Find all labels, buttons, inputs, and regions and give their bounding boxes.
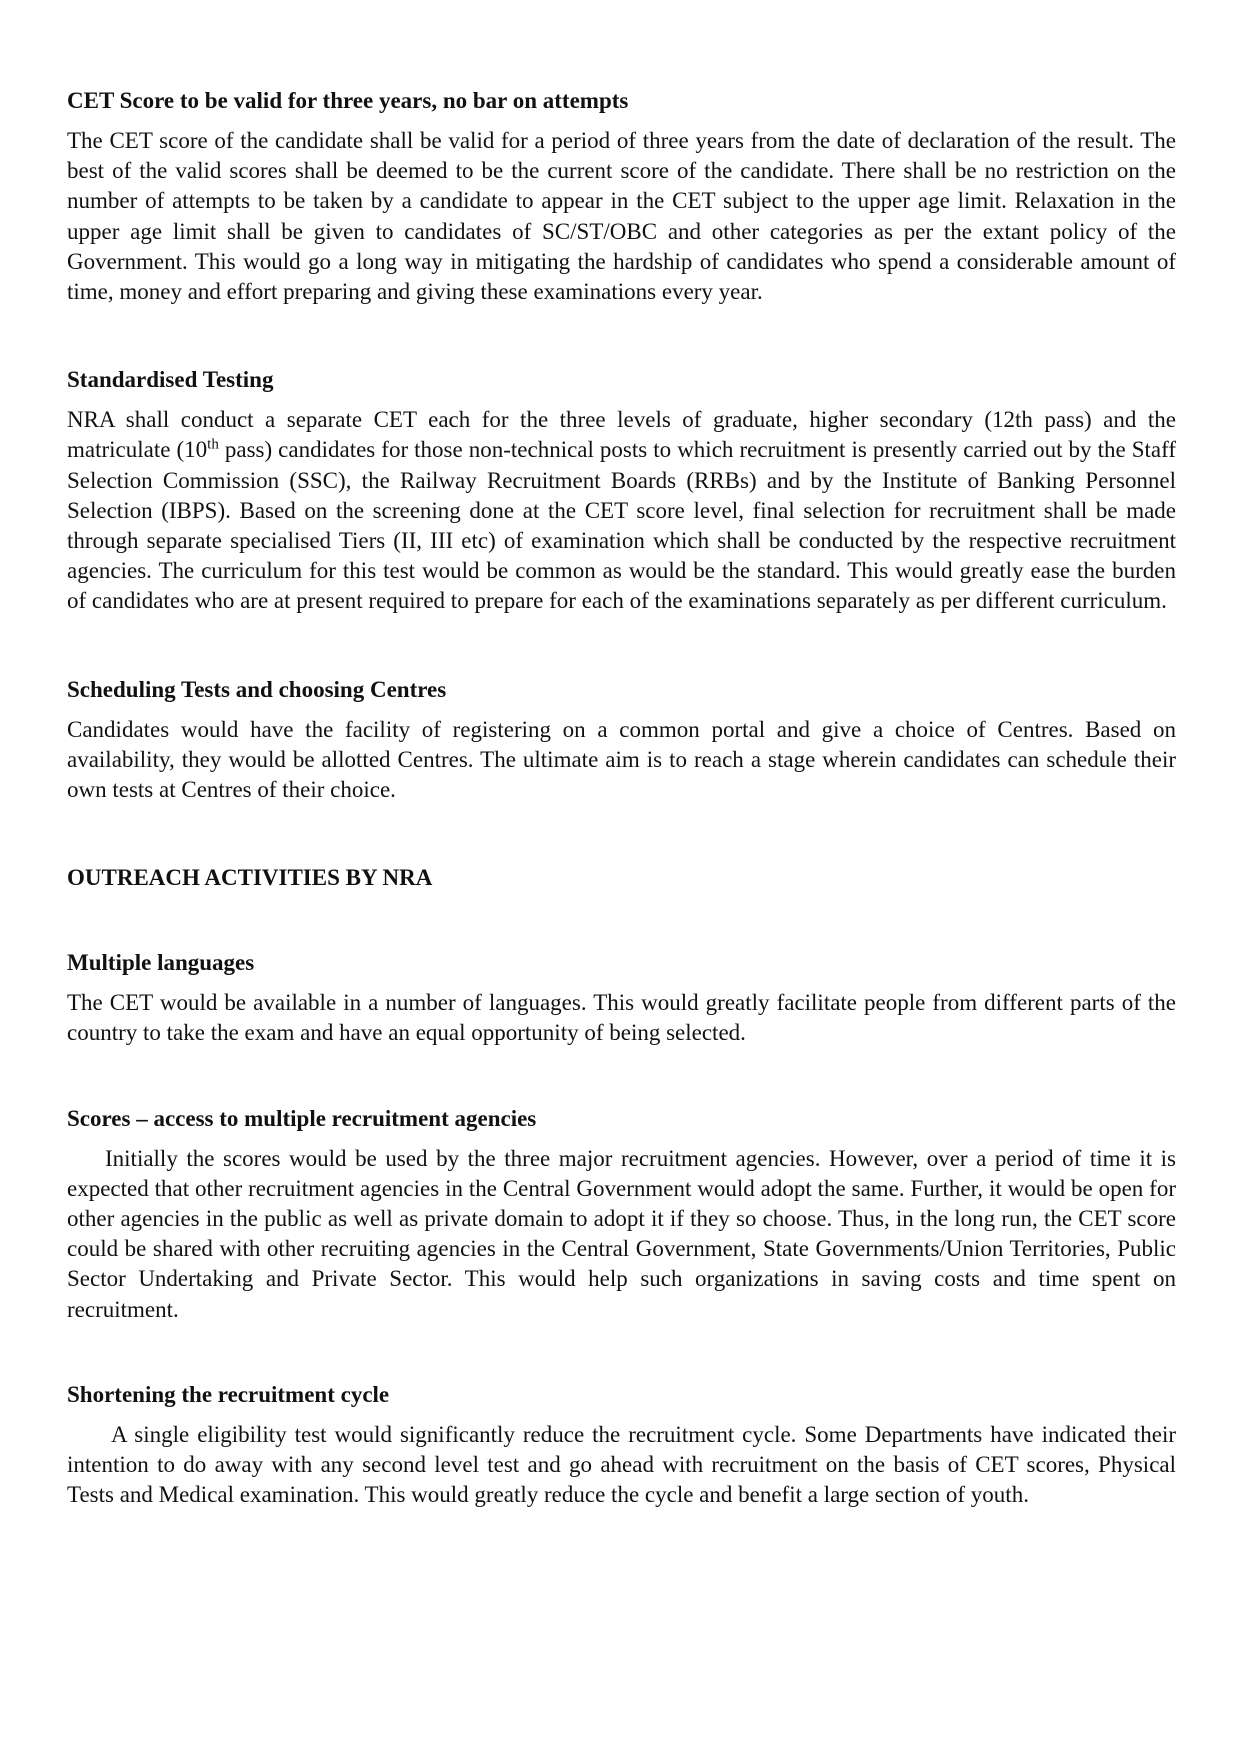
paragraph-text: pass) candidates for those non-technical posts to which recruitment is presently carried out by the Staff Selection Commission (SSC), the Railway Recruitment Boards (RRBs) and by the Institute of Banking Personnel Selection (IBPS). Based on the screening done at the CET score level, final selection for recruitment shall be made through separate specialised Tiers (II, III etc) of examination which shall be conducted by the respective recruitment agencies. The curriculum for this test would be common as would be the standard. This would greatly ease the burden of candidates who are at present required to prepare for each of the examinations separately as per different curriculum. [67, 437, 1176, 614]
section-scheduling-tests [67, 675, 1176, 806]
section-paragraph: Initially the scores would be used by the three major recruitment agencies. However, over a period of time it is expected that other recruitment agencies in the Central Government would adopt the same. Further, it would be open for other agencies in the public as well as private domain to adopt it if they so choose. Thus, in the long run, the CET score could be shared with other recruiting agencies in the Central Government, State Governments/Union Territories, Public Sector Undertaking and Private Sector. This would help such organizations in saving costs and time spent on recruitment. [67, 1145, 1176, 1322]
section-heading: Scheduling Tests and choosing Centres [67, 676, 447, 702]
section-paragraph: The CET would be available in a number of languages. This would greatly facilitate people from different parts of the country to take the exam and have an equal opportunity of being selected. [67, 990, 1176, 1046]
section-multiple-languages [67, 948, 1176, 1048]
section-heading: Scores – access to multiple recruitment agencies [67, 1105, 537, 1131]
section-shortening-cycle [67, 1380, 1176, 1511]
document-page [67, 86, 1176, 1510]
section-scores-access [67, 1104, 1176, 1325]
section-paragraph: The CET score of the candidate shall be valid for a period of three years from the date of declaration of the result. The best of the valid scores shall be deemed to be the current score of the candidate. There shall be no restriction on the number of attempts to be taken by a candidate to appear in the CET subject to the upper age limit. Relaxation in the upper age limit shall be given to candidates of SC/ST/OBC and other categories as per the extant policy of the Government. This would go a long way in mitigating the hardship of candidates who spend a considerable amount of time, money and effort preparing and giving these examinations every year. [67, 128, 1176, 305]
section-heading: Standardised Testing [67, 367, 274, 393]
section-paragraph [67, 405, 1176, 616]
section-paragraph: A single eligibility test would significantly reduce the recruitment cycle. Some Departments have indicated their intention to do away with any second level test and go ahead with recruitment on the basis of CET scores, Physical Tests and Medical examination. This would greatly reduce the cycle and benefit a large section of youth. [67, 1421, 1176, 1508]
section-heading: Multiple languages [67, 950, 255, 976]
section-heading: Shortening the recruitment cycle [67, 1381, 390, 1407]
section-paragraph: Candidates would have the facility of registering on a common portal and give a choice of Centres. Based on availability, they would be allotted Centres. The ultimate aim is to reach a stage wherein candidates can schedule their own tests at Centres of their choice. [67, 716, 1176, 803]
section-standardised-testing [67, 365, 1176, 616]
section-cet-validity [67, 86, 1176, 307]
section-heading: CET Score to be valid for three years, no bar on attempts [67, 88, 629, 113]
major-heading: OUTREACH ACTIVITIES BY NRA [67, 865, 433, 891]
section-outreach-activities [67, 863, 1176, 893]
superscript-ordinal: th [207, 436, 219, 453]
paragraph-text: NRA shall conduct a separate CET each for the three levels of graduate, higher secondary (12th pass) and the matriculate (10 [67, 407, 1176, 463]
